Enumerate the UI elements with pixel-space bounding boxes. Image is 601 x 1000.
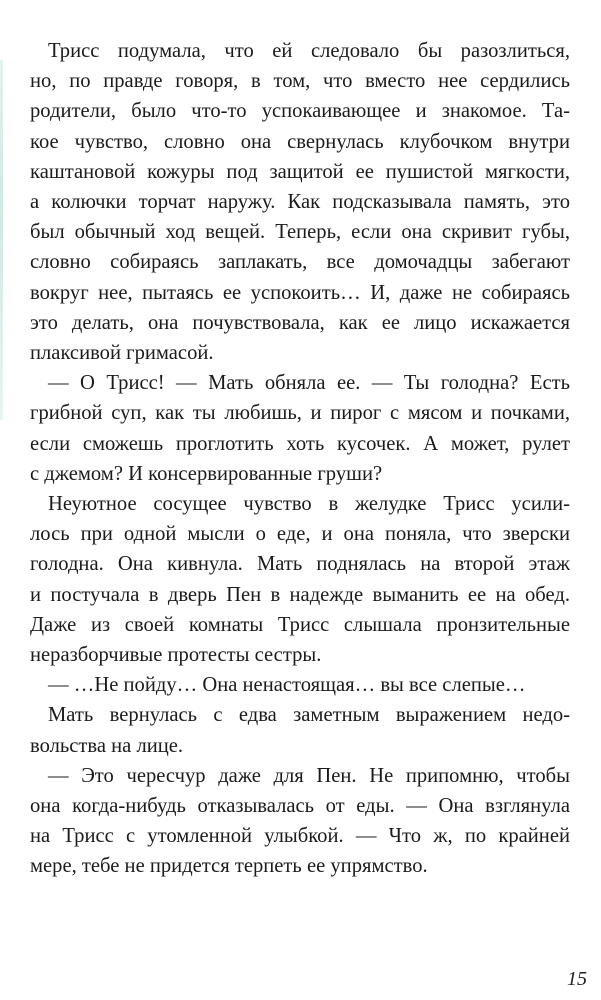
page-edge-mark: [0, 60, 3, 420]
text-line: лось при одной мысли о еде, и она поняла, что зверски: [30, 523, 570, 546]
text-line: на Трисс с утомленной улыбкой. — Что ж, по крайней: [30, 825, 570, 848]
text-line: неразборчивые протесты сестры.: [30, 644, 322, 667]
text-line: если сможешь проглотить хоть кусочек. А может, рулет: [30, 432, 570, 455]
text-line: — О Трисс! — Мать обняла ее. — Ты голодна? Есть: [48, 372, 570, 395]
text-line: вольства на лице.: [30, 734, 184, 757]
text-line: Мать вернулась с едва заметным выражением недо-: [48, 704, 570, 727]
text-line: мере, тебе не придется терпеть ее упрямство.: [30, 855, 428, 878]
text-line: каштановой кожуры под защитой ее пушистой мягкости,: [30, 160, 570, 183]
text-line: грибной суп, как ты любишь, и пирог с мясом и почками,: [30, 402, 570, 425]
text-line: словно собираясь заплакать, все домочадцы забегают: [30, 251, 570, 274]
text-line: Даже из своей комнаты Трисс слышала пронзительные: [30, 613, 570, 636]
text-line: Трисс подумала, что ей следовало бы разозлиться,: [48, 40, 570, 62]
text-line: Неуютное сосущее чувство в желудке Трисс усили-: [48, 493, 570, 516]
text-line: но, по правде говоря, в том, что вместо нее сердились: [30, 70, 570, 93]
text-line: был обычный ход вещей. Теперь, если она скривит губы,: [30, 221, 570, 244]
text-line: это делать, она почувствовала, как ее лицо искажается: [30, 311, 570, 334]
text-line: родители, было что-то успокаивающее и знакомое. Та-: [30, 100, 570, 123]
text-line: кое чувство, словно она свернулась клубочком внутри: [30, 130, 570, 153]
page-number: 15: [567, 968, 587, 990]
body-text: [30, 36, 570, 882]
text-line: голодна. Она кивнула. Мать поднялась на второй этаж: [30, 553, 570, 576]
text-line: а колючки торчат наружу. Как подсказывала память, это: [30, 191, 570, 214]
text-line: она когда-нибудь отказывалась от еды. — Она взглянула: [30, 795, 570, 818]
text-line: и постучала в дверь Пен в надежде выманить ее на обед.: [30, 583, 570, 606]
text-line: — …Не пойду… Она ненастоящая… вы все слепые…: [48, 674, 526, 697]
text-line: плаксивой гримасой.: [30, 342, 214, 365]
text-line: вокруг нее, пытаясь ее успокоить… И, даже не собираясь: [30, 281, 570, 304]
text-line: с джемом? И консервированные груши?: [30, 462, 383, 485]
text-line: — Это чересчур даже для Пен. Не припомню, чтобы: [48, 764, 570, 787]
